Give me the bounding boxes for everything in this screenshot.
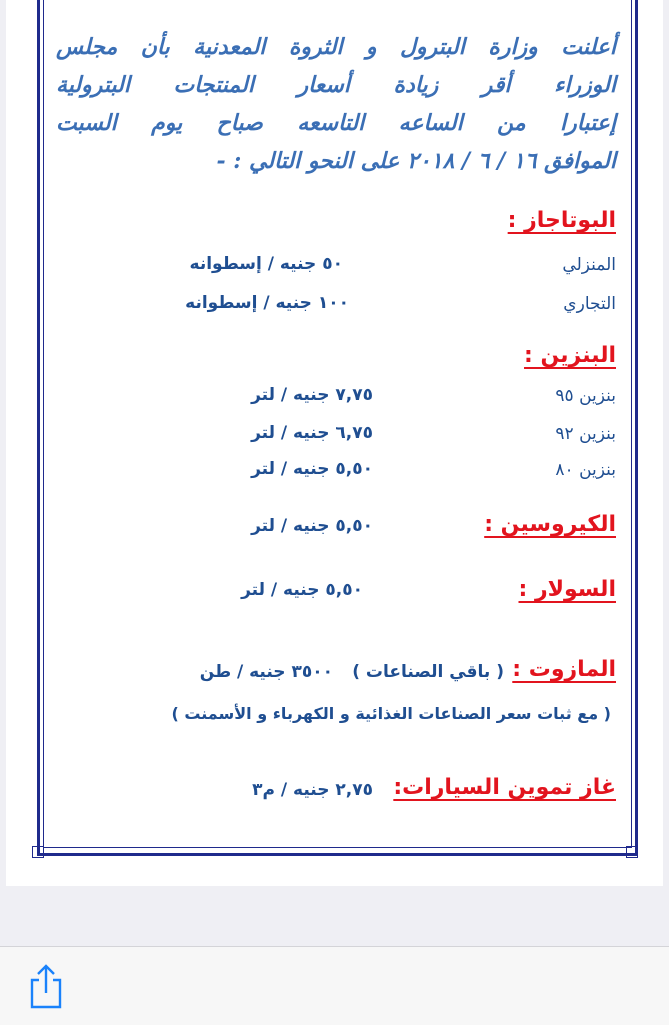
benzine-92-price: ٦,٧٥ جنيه / لتر: [251, 423, 373, 443]
bottom-toolbar: [0, 946, 669, 1025]
cng-price: ٢,٧٥ جنيه / م٣: [252, 780, 373, 800]
benzine-95-label: بنزين ٩٥: [555, 386, 616, 406]
benzine-80-price: ٥,٥٠ جنيه / لتر: [251, 459, 373, 479]
butagas-commercial-label: التجاري: [563, 294, 616, 314]
share-icon: [26, 963, 66, 1011]
mazout-heading: المازوت :: [512, 657, 616, 682]
kerosene-price: ٥,٥٠ جنيه / لتر: [251, 516, 373, 536]
solar-price: ٥,٥٠ جنيه / لتر: [241, 580, 363, 600]
butagas-home-label: المنزلي: [562, 255, 616, 275]
border-corner-left: [32, 846, 44, 858]
share-button[interactable]: [26, 963, 66, 1011]
announcement-line: الوزراء أقر زيادة أسعار المنتجات البترولية: [56, 72, 616, 98]
benzine-92-label: بنزين ٩٢: [555, 424, 616, 444]
butagas-heading: البوتاجاز :: [507, 208, 616, 233]
announcement-line: إعتبارا من الساعه التاسعه صباح يوم السبت: [56, 110, 616, 136]
kerosene-heading: الكيروسين :: [484, 512, 616, 537]
benzine-95-price: ٧,٧٥ جنيه / لتر: [251, 385, 373, 405]
benzine-heading: البنزين :: [524, 343, 616, 368]
butagas-commercial-price: ١٠٠ جنيه / إسطوانه: [185, 293, 349, 313]
mazout-price: ٣٥٠٠ جنيه / طن: [199, 662, 333, 682]
mazout-note: ( مع ثبات سعر الصناعات الغذائية و الكهرباء و الأسمنت ): [171, 704, 611, 723]
announcement-line: الموافق ١٦ / ٦ / ٢٠١٨ على النحو التالي : -: [216, 148, 616, 174]
announcement-line: أعلنت وزارة البترول و الثروة المعدنية بأن مجلس: [56, 34, 616, 60]
benzine-80-label: بنزين ٨٠: [555, 460, 616, 480]
announcement-text: [56, 28, 616, 180]
border-corner-right: [626, 846, 638, 858]
cng-heading: غاز تموين السيارات:: [393, 775, 616, 800]
solar-heading: السولار :: [518, 577, 616, 602]
mazout-qualifier: ( باقي الصناعات ): [352, 662, 504, 682]
document-page: [6, 0, 663, 886]
butagas-home-price: ٥٠ جنيه / إسطوانه: [189, 254, 343, 274]
